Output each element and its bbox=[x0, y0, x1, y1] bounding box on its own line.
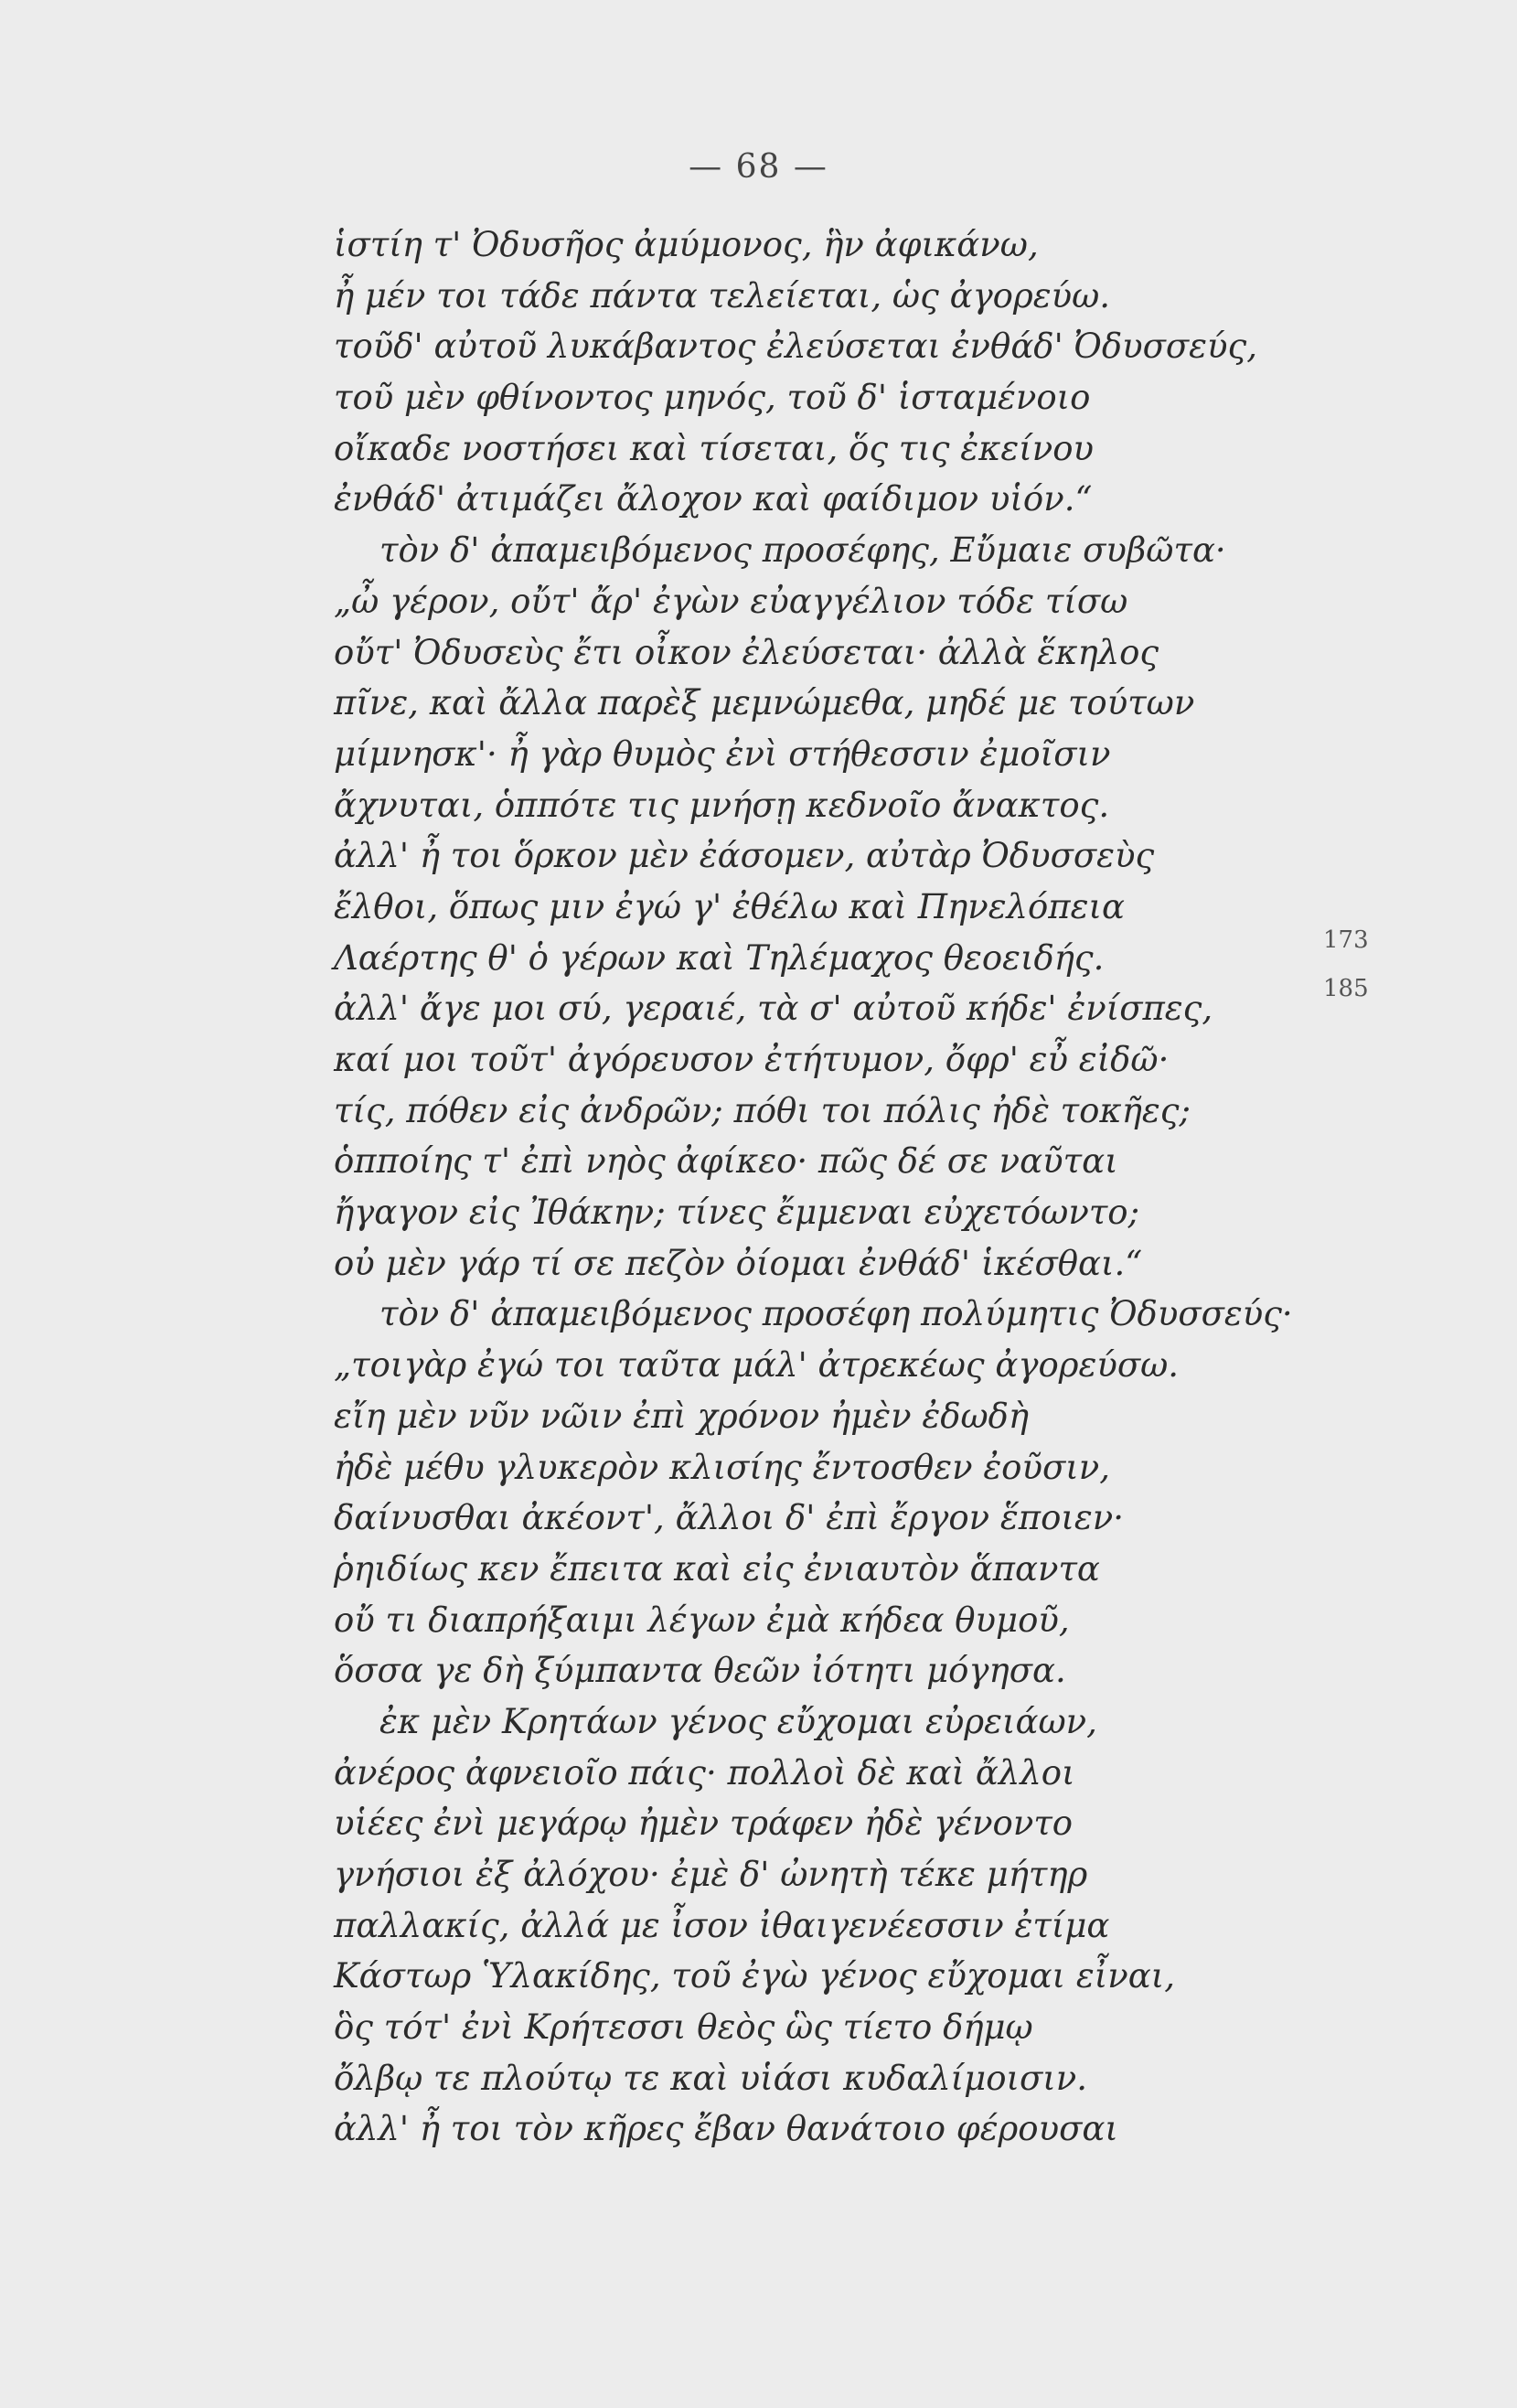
verse-line: οὔ τι διαπρήξαιμι λέγων ἐμὰ κήδεα θυμοῦ, bbox=[334, 1600, 1070, 1640]
verse-line: οὔτ' Ὀδυσεὺς ἔτι οἶκον ἐλεύσεται· ἀλλὰ ἕκηλος bbox=[334, 632, 1159, 672]
verse-line: πῖνε, καὶ ἄλλα παρὲξ μεμνώμεθα, μηδέ με τούτων bbox=[334, 683, 1195, 723]
verse-line: ἀλλ' ἦ τοι ὅρκον μὲν ἐάσομεν, αὐτὰρ Ὀδυσσεὺς bbox=[334, 836, 1155, 876]
verse-line: ἐκ μὲν Κρητάων γένος εὔχομαι εὐρειάων, bbox=[379, 1701, 1097, 1741]
margin-line-number: 185 bbox=[1323, 975, 1369, 1002]
verse-line: Λαέρτης θ' ὁ γέρων καὶ Τηλέμαχος θεοειδής. bbox=[334, 937, 1105, 978]
verse-line: τοῦ μὲν φθίνοντος μηνός, τοῦ δ' ἱσταμένοιο bbox=[334, 378, 1091, 418]
verse-line: ἀλλ' ἦ τοι τὸν κῆρες ἔβαν θανάτοιο φέρουσαι bbox=[334, 2109, 1118, 2149]
page-number: — 68 — bbox=[689, 148, 828, 186]
verse-line: Κάστωρ Ὑλακίδης, τοῦ ἐγὼ γένος εὔχομαι εἶναι, bbox=[334, 1956, 1175, 1996]
verse-line: καί μοι τοῦτ' ἀγόρευσον ἐτήτυμον, ὄφρ' εὖ εἰδῶ· bbox=[334, 1040, 1170, 1079]
verse-line: ὅσσα γε δὴ ξύμπαντα θεῶν ἰότητι μόγησα. bbox=[334, 1651, 1066, 1691]
verse-line: ἀλλ' ἄγε μοι σύ, γεραιέ, τὰ σ' αὐτοῦ κήδε' ἐνίσπες, bbox=[334, 989, 1213, 1029]
verse-line: ἄχνυται, ὁππότε τις μνήσῃ κεδνοῖο ἄνακτος. bbox=[334, 785, 1110, 825]
verse-block bbox=[334, 219, 1340, 2155]
verse-line: „ὦ γέρον, οὔτ' ἄρ' ἐγὼν εὐαγγέλιον τόδε τίσω bbox=[334, 581, 1128, 621]
verse-line: ὁπποίης τ' ἐπὶ νηὸς ἀφίκεο· πῶς δέ σε ναῦται bbox=[334, 1141, 1118, 1182]
verse-line: ἠδὲ μέθυ γλυκερὸν κλισίης ἔντοσθεν ἐοῦσιν, bbox=[334, 1447, 1110, 1487]
verse-line: υἱέες ἐνὶ μεγάρῳ ἠμὲν τράφεν ἠδὲ γένοντο bbox=[334, 1803, 1074, 1844]
verse-line: ἀνέρος ἀφνειοῖο πάις· πολλοὶ δὲ καὶ ἄλλοι bbox=[334, 1752, 1075, 1793]
verse-line: ὄλβῳ τε πλούτῳ τε καὶ υἱάσι κυδαλίμοισιν. bbox=[334, 2058, 1088, 2098]
verse-line: ἱστίη τ' Ὀδυσῆος ἀμύμονος, ἣν ἀφικάνω, bbox=[334, 225, 1039, 264]
verse-line: δαίνυσθαι ἀκέοντ', ἄλλοι δ' ἐπὶ ἔργον ἕποιεν· bbox=[334, 1498, 1124, 1538]
verse-line: τοῦδ' αὐτοῦ λυκάβαντος ἐλεύσεται ἐνθάδ' Ὀδυσσεύς, bbox=[334, 326, 1257, 367]
verse-line: παλλακίς, ἀλλά με ἶσον ἰθαιγενέεσσιν ἐτίμα bbox=[334, 1905, 1110, 1945]
verse-line: τὸν δ' ἀπαμειβόμενος προσέφη πολύμητις Ὀδυσσεύς· bbox=[379, 1294, 1293, 1334]
verse-line: ὃς τότ' ἐνὶ Κρήτεσσι θεὸς ὣς τίετο δήμῳ bbox=[334, 2007, 1033, 2048]
margin-line-number: 173 bbox=[1323, 926, 1369, 954]
verse-line: ἔλθοι, ὅπως μιν ἐγώ γ' ἐθέλω καὶ Πηνελόπεια bbox=[334, 886, 1125, 926]
verse-line: οὐ μὲν γάρ τί σε πεζὸν ὀίομαι ἐνθάδ' ἱκέσθαι.“ bbox=[334, 1243, 1143, 1283]
verse-line: ἐνθάδ' ἀτιμάζει ἄλοχον καὶ φαίδιμον υἱόν.“ bbox=[334, 479, 1093, 519]
verse-line: μίμνησκ'· ἦ γὰρ θυμὸς ἐνὶ στήθεσσιν ἐμοῖσιν bbox=[334, 733, 1111, 774]
verse-line: „τοιγὰρ ἐγώ τοι ταῦτα μάλ' ἀτρεκέως ἀγορεύσω. bbox=[334, 1345, 1180, 1386]
verse-line: ῥηιδίως κεν ἔπειτα καὶ εἰς ἐνιαυτὸν ἅπαντα bbox=[334, 1548, 1100, 1589]
verse-line: τὸν δ' ἀπαμειβόμενος προσέφης, Εὔμαιε συβῶτα· bbox=[379, 530, 1226, 571]
verse-line: ἦ μέν τοι τάδε πάντα τελείεται, ὡς ἀγορεύω. bbox=[334, 275, 1110, 316]
verse-line: τίς, πόθεν εἰς ἀνδρῶν; πόθι τοι πόλις ἠδὲ τοκῆες; bbox=[334, 1090, 1191, 1130]
verse-line: οἴκαδε νοστήσει καὶ τίσεται, ὅς τις ἐκείνου bbox=[334, 428, 1095, 468]
verse-line: ἤγαγον εἰς Ἰθάκην; τίνες ἔμμεναι εὐχετόωντο; bbox=[334, 1193, 1140, 1233]
verse-line: εἴη μὲν νῦν νῶιν ἐπὶ χρόνον ἠμὲν ἐδωδὴ bbox=[334, 1396, 1030, 1436]
verse-line: γνήσιοι ἐξ ἀλόχου· ἐμὲ δ' ὠνητὴ τέκε μήτηρ bbox=[334, 1855, 1088, 1894]
